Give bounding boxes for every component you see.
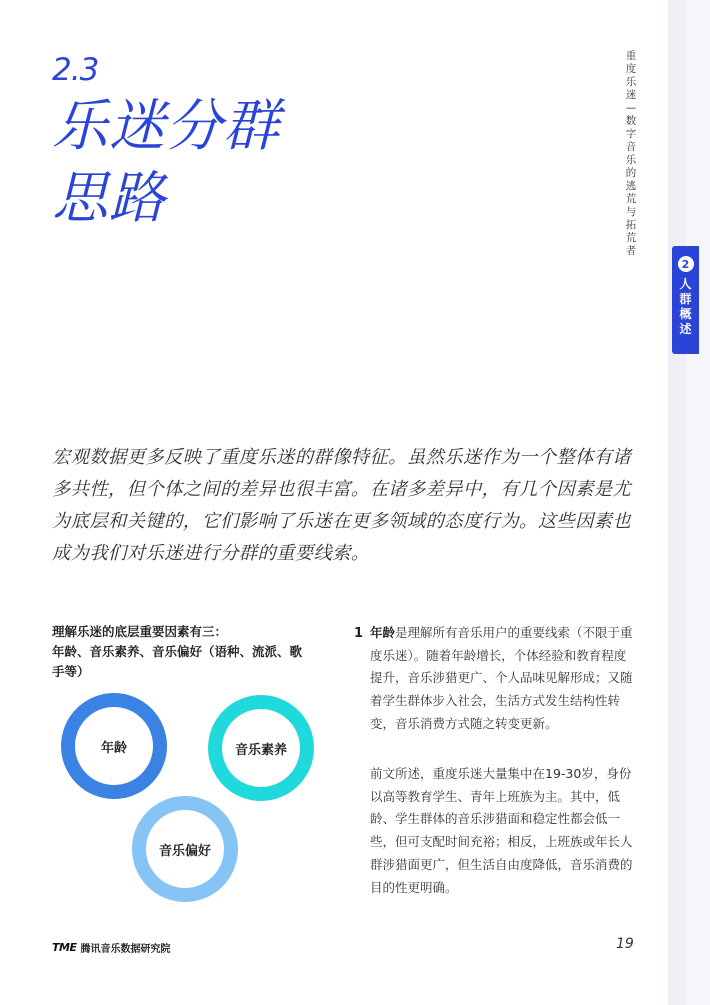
page-number: 19 bbox=[616, 936, 634, 952]
footer-logo bbox=[52, 940, 170, 955]
point-paragraph-2: 前文所述，重度乐迷大量集中在19-30岁，身份以高等教育学生、青年上班族为主。其中，低龄、学生群体的音乐涉猎面和稳定性都会低一些，但可支配时间充裕；相反，上班族或年长人群涉猎面更广，但生活自由度降低，音乐消费的目的性更明确。 bbox=[370, 766, 633, 895]
factors-heading-line3: 手等） bbox=[52, 664, 90, 679]
circle-label-age: 年龄 bbox=[100, 741, 127, 756]
intro-paragraph: 宏观数据更多反映了重度乐迷的群像特征。虽然乐迷作为一个整体有诸多共性，但个体之间的差异也很丰富。在诸多差异中，有几个因素是尤为底层和关键的，它们影响了乐迷在更多领域的态度行为。这些因素也成为我们对乐迷进行分群的重要线索。 bbox=[52, 447, 632, 564]
point-text: 是理解所有音乐用户的重要线索（不限于重度乐迷）。随着年龄增长，个体经验和教育程度提升，音乐涉猎更广、个人品味见解形成；又随着学生群体步入社会，生活方式发生结构性转变，音乐消费方式随之转变更新。 bbox=[370, 625, 633, 731]
factors-heading-line1: 理解乐迷的底层重要因素有三： bbox=[52, 624, 228, 639]
circle-label-music-literacy: 音乐素养 bbox=[234, 743, 287, 758]
report-title-vertical: 重度乐迷—数字音乐的逃荒与拓荒者 bbox=[625, 50, 637, 257]
point-keyword: 年龄 bbox=[370, 625, 396, 640]
tme-logo-icon: TME bbox=[52, 941, 77, 954]
section-number: 2.3 bbox=[52, 52, 99, 88]
factors-heading bbox=[52, 622, 332, 682]
page-title-line1: 乐迷分群 bbox=[52, 94, 280, 159]
point-number: 1 bbox=[354, 626, 364, 641]
right-margin-band-inner bbox=[686, 0, 710, 1005]
chapter-tab-label: 人群概述 bbox=[679, 277, 692, 336]
factors-heading-line2: 年龄、音乐素养、音乐偏好（语种、流派、歌 bbox=[52, 644, 303, 659]
chapter-tab[interactable] bbox=[672, 246, 699, 354]
circle-label-music-preference: 音乐偏好 bbox=[158, 844, 211, 859]
page-title-line2: 思路 bbox=[52, 166, 166, 231]
point-paragraph-1 bbox=[370, 622, 638, 736]
footer-logo-text: 腾讯音乐数据研究院 bbox=[80, 944, 171, 955]
chapter-number-badge: 2 bbox=[678, 256, 694, 272]
